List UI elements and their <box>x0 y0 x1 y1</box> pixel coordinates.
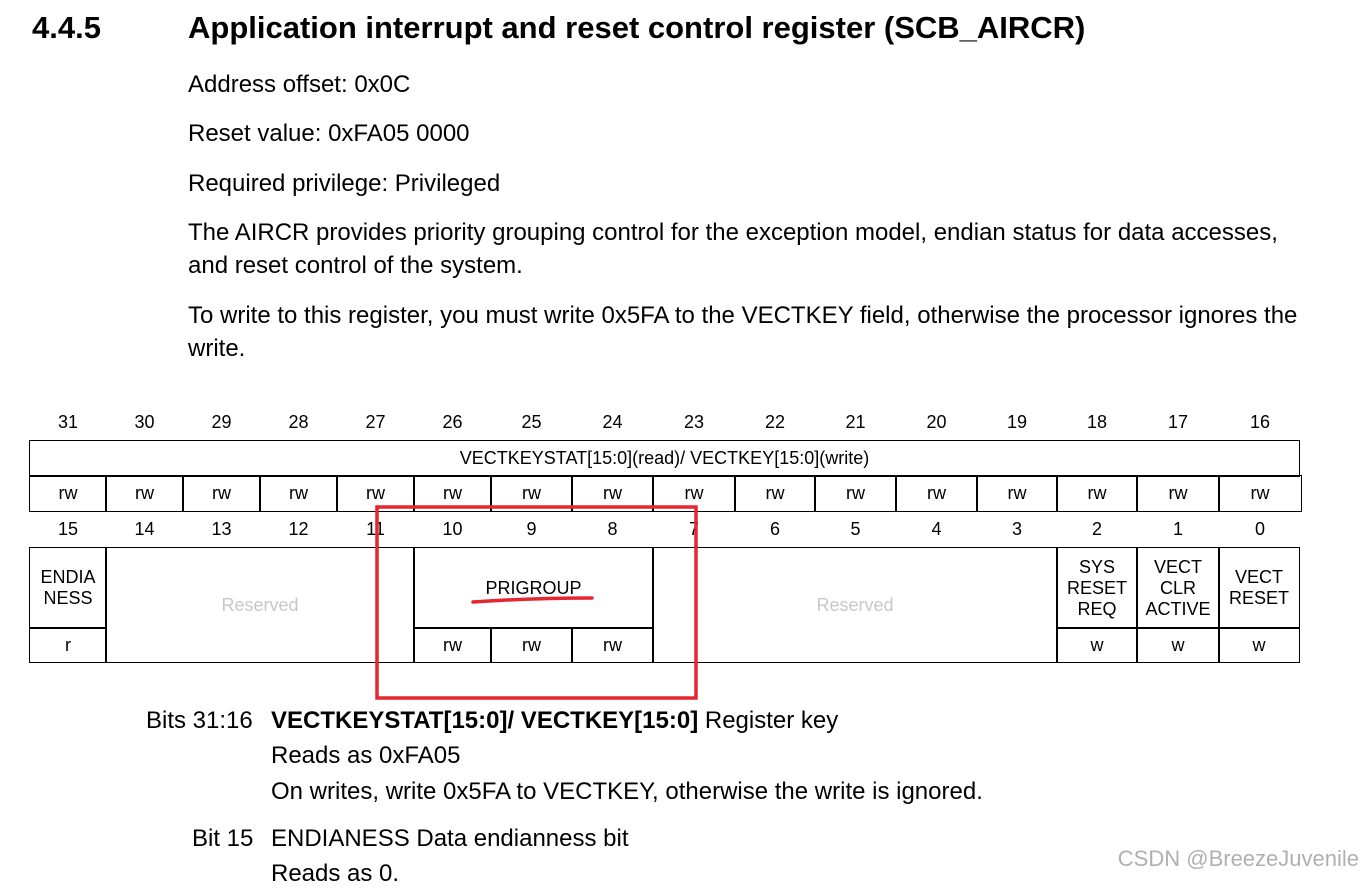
bit-number-18: 18 <box>1086 411 1108 432</box>
required-privilege: Required privilege: Privileged <box>188 170 501 197</box>
bit-number-19: 19 <box>1006 411 1028 432</box>
prigroup-label: PRIGROUP <box>485 577 582 598</box>
desc-bit-15: Bit 15 <box>192 825 254 852</box>
description-paragraph: The AIRCR provides priority grouping control for the exception model, endian status for data accesses, and reset control of the system. <box>188 219 1278 279</box>
bit-number-28: 28 <box>288 411 309 432</box>
access-bit-31: rw <box>29 475 107 512</box>
bit-number-10: 10 <box>442 518 463 539</box>
watermark: CSDN @BreezeJuvenile <box>1117 846 1359 871</box>
endianess-label-1: ENDIA <box>40 567 96 587</box>
desc-endianess-name: ENDIANESS <box>271 825 410 852</box>
vectreset-label-1: VECT <box>1234 567 1283 587</box>
endianess-label-2: NESS <box>43 588 93 608</box>
endianess-access: r <box>29 627 107 663</box>
address-offset: Address offset: 0x0C <box>188 71 411 98</box>
bit-number-20: 20 <box>926 411 947 432</box>
access-bit-17: rw <box>1136 475 1220 512</box>
sysresetreq-access: w <box>1056 627 1138 663</box>
desc-vectkey-suffix: Register key <box>698 707 839 734</box>
bit-number-21: 21 <box>845 411 866 432</box>
access-bit-26: rw <box>413 475 492 512</box>
vectkey-field: VECTKEYSTAT[15:0](read)/ VECTKEY[15:0](write) <box>29 440 1300 477</box>
bit-number-25: 25 <box>521 411 542 432</box>
bit-number-4: 4 <box>931 518 942 539</box>
desc-vectkey-heading <box>271 706 838 736</box>
section-title: Application interrupt and reset control register (SCB_AIRCR) <box>188 10 1086 45</box>
bit-number-0: 0 <box>1254 518 1265 539</box>
sysresetreq-label-1: SYS <box>1078 556 1116 577</box>
bit-number-31: 31 <box>57 411 79 432</box>
bit-number-6: 6 <box>769 518 780 539</box>
bit-number-16: 16 <box>1249 411 1271 432</box>
bit-number-5: 5 <box>850 518 861 539</box>
bit-number-22: 22 <box>764 411 786 432</box>
desc-endianess-heading <box>271 824 629 854</box>
access-bit-19: rw <box>976 475 1058 512</box>
vectclractive-field <box>1136 547 1220 629</box>
bit-number-2: 2 <box>1091 518 1102 539</box>
desc-vectkey-line-2: On writes, write 0x5FA to VECTKEY, otherwise the write is ignored. <box>271 778 983 805</box>
desc-endianess-suffix: Data endianness bit <box>409 825 629 852</box>
prigroup-access-8: rw <box>571 627 654 663</box>
bit-number-27: 27 <box>365 411 386 432</box>
bit-number-23: 23 <box>683 411 705 432</box>
access-bit-22: rw <box>734 475 816 512</box>
access-bit-30: rw <box>105 475 184 512</box>
write-note-paragraph: To write to this register, you must write 0x5FA to the VECTKEY field, otherwise the processor ignores the write. <box>188 302 1298 362</box>
access-bit-16: rw <box>1218 475 1302 512</box>
bit-number-13: 13 <box>211 518 232 539</box>
section-number: 4.4.5 <box>32 10 101 45</box>
desc-vectkey-line-1: Reads as 0xFA05 <box>271 742 461 769</box>
prigroup-access-9: rw <box>490 627 573 663</box>
desc-endianess-line-1: Reads as 0. <box>271 860 400 887</box>
reserved-field-high: Reserved <box>105 547 415 663</box>
bit-number-17: 17 <box>1167 411 1189 432</box>
bit-number-11: 11 <box>366 518 385 539</box>
sysresetreq-label-3: REQ <box>1077 598 1117 619</box>
bit-number-8: 8 <box>607 518 618 539</box>
bit-number-14: 14 <box>134 518 155 539</box>
bit-number-12: 12 <box>288 518 309 539</box>
bit-number-1: 1 <box>1172 518 1183 539</box>
vectclractive-label-2: CLR <box>1159 577 1196 598</box>
prigroup-access-10: rw <box>413 627 492 663</box>
reset-value: Reset value: 0xFA05 0000 <box>188 120 470 147</box>
access-bit-23: rw <box>652 475 736 512</box>
bit-number-9: 9 <box>526 518 537 539</box>
vectreset-access: w <box>1218 627 1300 663</box>
access-bit-27: rw <box>336 475 415 512</box>
access-bit-28: rw <box>259 475 338 512</box>
bit-number-29: 29 <box>211 411 232 432</box>
vectclractive-access: w <box>1136 627 1220 663</box>
vectreset-field <box>1218 547 1300 629</box>
access-bit-29: rw <box>182 475 261 512</box>
bit-number-26: 26 <box>442 411 463 432</box>
vectreset-label-2: RESET <box>1228 588 1289 608</box>
vectclractive-label-1: VECT <box>1153 556 1202 577</box>
reserved-field-low: Reserved <box>652 547 1058 663</box>
bit-number-24: 24 <box>602 411 623 432</box>
bit-number-15: 15 <box>57 518 79 539</box>
desc-vectkey-name: VECTKEYSTAT[15:0]/ VECTKEY[15:0] <box>271 707 699 734</box>
vectclractive-label-3: ACTIVE <box>1145 598 1211 619</box>
desc-bits-31-16: Bits 31:16 <box>146 707 253 734</box>
endianess-field <box>29 547 107 629</box>
bit-number-30: 30 <box>134 411 155 432</box>
sysresetreq-label-2: RESET <box>1066 577 1127 598</box>
access-bit-18: rw <box>1056 475 1138 512</box>
access-bit-21: rw <box>814 475 897 512</box>
bit-number-7: 7 <box>688 518 699 539</box>
bit-number-3: 3 <box>1011 518 1022 539</box>
access-bit-20: rw <box>895 475 978 512</box>
access-bit-25: rw <box>490 475 573 512</box>
access-bit-24: rw <box>571 475 654 512</box>
sysresetreq-field <box>1056 547 1138 629</box>
prigroup-field <box>413 547 654 629</box>
